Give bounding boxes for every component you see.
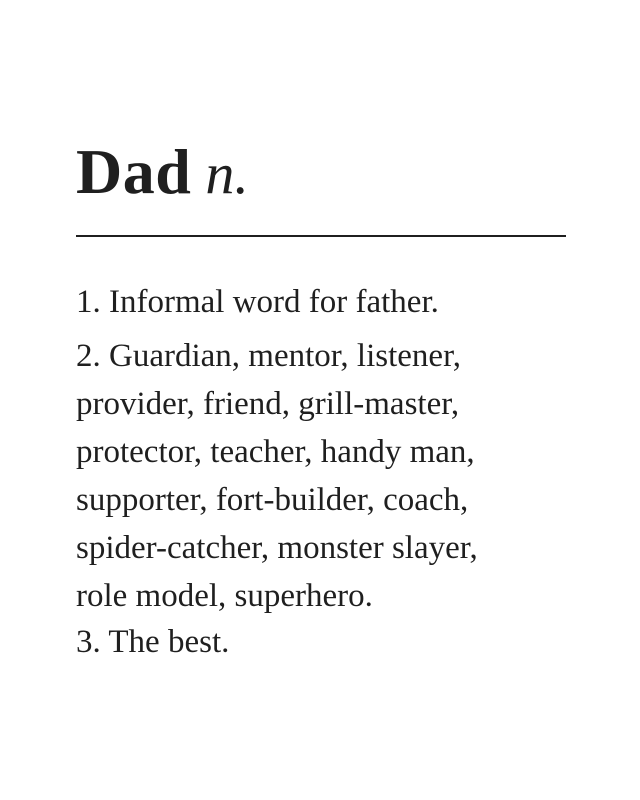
definition-2-line: protector, teacher, handy man, [76, 434, 475, 470]
definition-2-line: role model, superhero. [76, 578, 373, 614]
definition-3: 3. The best. [76, 624, 230, 660]
part-of-speech: n. [205, 141, 249, 206]
definition-list [76, 280, 576, 664]
definition-2-line: 2. Guardian, mentor, listener, [76, 338, 461, 374]
definition-2-line: spider-catcher, monster slayer, [76, 530, 478, 566]
entry-heading [76, 132, 249, 212]
definition-2 [76, 332, 576, 620]
definition-2-line: supporter, fort-builder, coach, [76, 482, 469, 518]
headword: Dad [76, 136, 192, 207]
divider-rule [76, 235, 566, 237]
definition-1: 1. Informal word for father. [76, 284, 439, 320]
definition-2-line: provider, friend, grill-master, [76, 386, 460, 422]
